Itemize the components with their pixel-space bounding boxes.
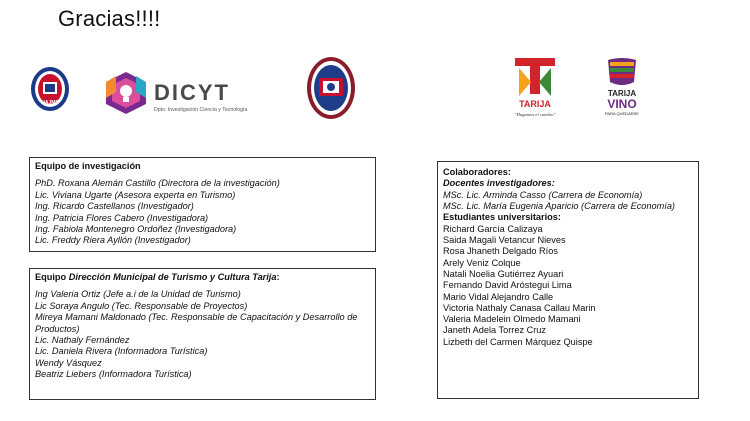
tarija-name: TARIJA [519,99,551,109]
student-item: Janeth Adela Torrez Cruz [443,325,546,336]
teacher-item: MSc. Lic. Arminda Casso (Carrera de Economía) [443,189,643,200]
ujms-seal-text: UAJMS [41,100,59,106]
tarija-slogan: "Hagamos el cambio" [514,112,556,117]
tarija-municipal-logo [505,56,565,120]
student-item: Lizbeth del Carmen Márquez Quispe [443,336,593,347]
student-item: Mario Vidal Alejandro Calle [443,291,554,302]
collaborators-box [437,161,699,399]
vino-tarija-name: TARIJA [607,89,637,98]
teacher-item: MSc. Lic. María Eugenia Aparicio (Carrera de Economía) [443,201,675,212]
team-member: Ing. Patricia Flores Cabero (Investigadora) [35,212,209,223]
municipal-member: Lic Soraya Angulo (Tec. Responsable de Proyectos) [35,300,248,311]
research-team-heading: Equipo de investigación [35,161,141,171]
municipal-member: Ing Valeria Ortiz (Jefe a.i de la Unidad de Turismo) [35,289,241,300]
faculty-seal-logo [306,56,356,120]
research-team-box [29,157,376,252]
municipal-member: Wendy Vásquez [35,357,102,368]
student-item: Natali Noelia Gutiérrez Ayuari [443,269,564,279]
municipal-team-box [29,268,376,400]
municipal-heading-italic: Dirección Municipal de Turismo y Cultura Tarija [68,272,277,282]
team-member: PhD. Roxana Alemán Castillo (Directora de la investigación) [35,178,280,189]
team-member: Ing. Fabiola Montenegro Ordoñez (Investigadora) [35,224,237,235]
teachers-heading: Docentes investigadores: [443,178,555,189]
municipal-member: Lic. Daniela Rivera (Informadora Turística) [35,346,208,357]
logo-strip [0,48,750,128]
dicyt-name: DICYT [154,80,230,105]
municipal-member: Lic. Nathaly Fernández [35,335,130,346]
team-member: Lic. Freddy Riera Ayllón (Investigador) [35,235,191,246]
team-member: Lic. Viviana Ugarte (Asesora experta en Turismo) [35,189,236,200]
vino-word: VINO [607,97,637,111]
student-item: Valeria Madelein Olmedo Mamani [443,314,581,325]
student-item: Saida Magali Vetancur Nieves [443,235,566,246]
collaborators-heading: Colaboradores: [443,167,511,177]
municipal-member: Beatriz Liebers (Informadora Turística) [35,369,192,380]
student-item: Fernando David Aróstegui Lima [443,280,572,291]
university-seal-logo [30,66,70,112]
student-item: Richard García Calizaya [443,223,543,234]
student-item: Arely Veniz Colque [443,257,521,268]
dicyt-logo [104,70,254,118]
vino-slogan: PARA QUEDARSE [605,111,639,116]
tarija-vino-logo [598,56,646,120]
team-member: Ing. Ricardo Castellanos (Investigador) [35,201,194,212]
dicyt-subtitle: Dpto. Investigación Ciencia y Tecnología [154,107,248,113]
municipal-heading-suffix: : [276,272,280,282]
municipal-member: Mireya Mamani Maldonado (Tec. Responsable de Capacitación y Desarrollo de Productos) [35,312,358,334]
municipal-heading-prefix: Equipo [35,272,69,282]
students-heading: Estudiantes universitarios: [443,212,561,223]
page-title: Gracias!!!! [58,6,161,31]
student-item: Rosa Jhaneth Delgado Ríos [443,246,558,257]
municipal-team-heading [35,272,370,283]
student-item: Victoria Nathaly Canasa Callau Marin [443,302,596,313]
